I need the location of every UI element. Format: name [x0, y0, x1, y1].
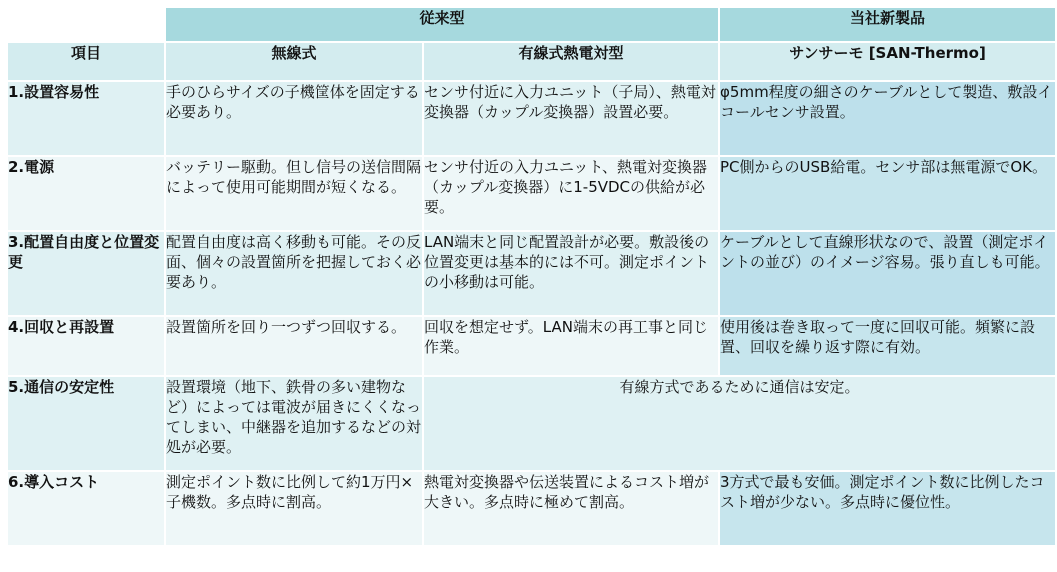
cell-ours: PC側からのUSB給電。センサ部は無電源でOK。	[719, 156, 1056, 231]
column-header-row	[7, 42, 1056, 81]
row-item-label: 1.設置容易性	[7, 81, 165, 156]
comparison-table	[6, 6, 1057, 547]
table-row	[7, 471, 1056, 546]
table-row	[7, 81, 1056, 156]
row-item-label: 3.配置自由度と位置変更	[7, 231, 165, 316]
cell-ours: 使用後は巻き取って一度に回収可能。頻繁に設置、回収を繰り返す際に有効。	[719, 316, 1056, 376]
cell-wired: LAN端末と同じ配置設計が必要。敷設後の位置変更は基本的には不可。測定ポイントの小移動は可能。	[423, 231, 719, 316]
group-header-conventional: 従来型	[165, 7, 719, 42]
cell-ours: 3方式で最も安価。測定ポイント数に比例したコスト増が少ない。多点時に優位性。	[719, 471, 1056, 546]
row-item-label: 4.回収と再設置	[7, 316, 165, 376]
table-row	[7, 376, 1056, 471]
cell-wired: 回収を想定せず。LAN端末の再工事と同じ作業。	[423, 316, 719, 376]
cell-wireless: 設置箇所を回り一つずつ回収する。	[165, 316, 423, 376]
cell-ours: φ5mm程度の細さのケーブルとして製造、敷設イコールセンサ設置。	[719, 81, 1056, 156]
cell-wireless: 設置環境（地下、鉄骨の多い建物など）によっては電波が届きにくくなってしまい、中継器を追加するなどの対処が必要。	[165, 376, 423, 471]
row-item-label: 5.通信の安定性	[7, 376, 165, 471]
table-row	[7, 316, 1056, 376]
cell-wired-and-ours: 有線方式であるために通信は安定。	[423, 376, 1056, 471]
cell-wireless: 手のひらサイズの子機筐体を固定する必要あり。	[165, 81, 423, 156]
cell-wireless: 測定ポイント数に比例して約1万円×子機数。多点時に割高。	[165, 471, 423, 546]
column-header-item: 項目	[7, 42, 165, 81]
table-row	[7, 231, 1056, 316]
table-row	[7, 156, 1056, 231]
cell-wired: センサ付近に入力ユニット（子局）、熱電対変換器（カップル変換器）設置必要。	[423, 81, 719, 156]
cell-wired: 熱電対変換器や伝送装置によるコスト増が大きい。多点時に極めて割高。	[423, 471, 719, 546]
cell-wireless: 配置自由度は高く移動も可能。その反面、個々の設置箇所を把握しておく必要あり。	[165, 231, 423, 316]
cell-ours: ケーブルとして直線形状なので、設置（測定ポイントの並び）のイメージ容易。張り直しも可能。	[719, 231, 1056, 316]
column-header-ours: サンサーモ [SAN-Thermo]	[719, 42, 1056, 81]
row-item-label: 2.電源	[7, 156, 165, 231]
cell-wireless: バッテリー駆動。但し信号の送信間隔によって使用可能期間が短くなる。	[165, 156, 423, 231]
header-corner	[7, 7, 165, 42]
cell-wired: センサ付近の入力ユニット、熱電対変換器（カップル変換器）に1-5VDCの供給が必要。	[423, 156, 719, 231]
column-header-wired: 有線式熱電対型	[423, 42, 719, 81]
group-header-ours: 当社新製品	[719, 7, 1056, 42]
group-header-row	[7, 7, 1056, 42]
column-header-wireless: 無線式	[165, 42, 423, 81]
row-item-label: 6.導入コスト	[7, 471, 165, 546]
